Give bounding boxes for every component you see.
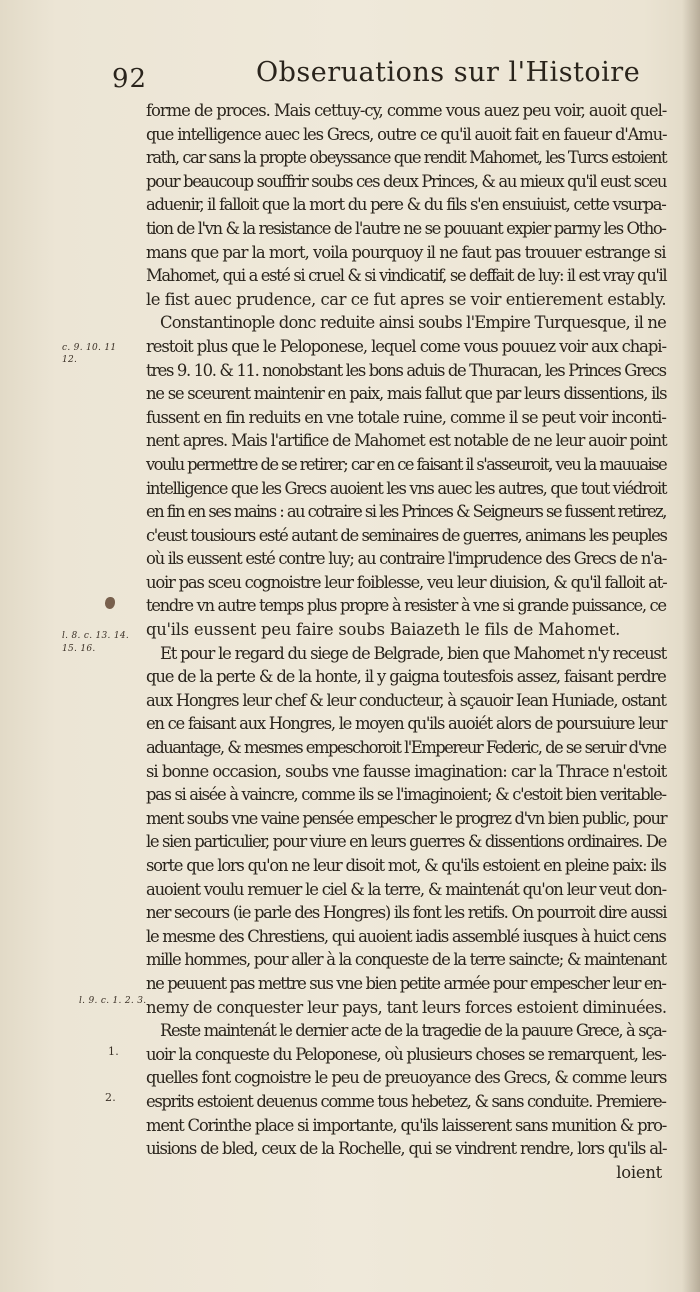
text-line: que de la perte & de la honte, il y gaigna toutesfois assez, faisant perdre — [146, 667, 666, 687]
text-line: ment Corinthe place si importante, qu'ils laisserent sans munition & pro- — [146, 1115, 667, 1135]
text-line: fussent en fin reduits en vne totale ruine, comme il se peut voir inconti- — [146, 407, 666, 427]
catchword: loient — [616, 1162, 662, 1182]
text-line: intelligence que les Grecs auoient les vns auec les autres, que tout viédroit — [146, 478, 667, 498]
text-line: mille hommes, pour aller à la conqueste de la terre saincte; & maintenant — [146, 950, 666, 970]
margin-note: 12. — [62, 355, 78, 365]
body-text — [146, 99, 666, 1184]
page-number: 92 — [112, 64, 148, 94]
text-line: Constantinople donc reduite ainsi soubs l'Empire Turquesque, il ne — [160, 313, 667, 333]
text-line: restoit plus que le Peloponese, lequel come vous pouuez voir aux chapi- — [146, 336, 666, 356]
text-line: nent apres. Mais l'artifice de Mahomet est notable de ne leur auoir point — [146, 431, 667, 451]
margin-note: c. 9. 10. 11 — [62, 343, 117, 353]
text-line: où ils eussent esté contre luy; au contraire l'imprudence des Grecs de n'a- — [146, 549, 667, 569]
text-line: ner secours (ie parle des Hongres) ils font les retifs. On pourroit dire aussi — [146, 903, 667, 923]
text-line: uoir pas sceu cognoistre leur foiblesse, veu leur diuision, & qu'il falloit at- — [146, 572, 667, 592]
margin-note: l. 8. c. 13. 14. — [62, 631, 130, 641]
text-line: sorte que lors qu'on ne leur disoit mot, & qu'ils estoient en pleine paix: ils — [146, 856, 666, 875]
text-line: que intelligence auec les Grecs, outre ce qu'il auoit fait en faueur d'Amu- — [146, 124, 667, 144]
margin-note: 2. — [105, 1091, 117, 1104]
text-line: uoir la conqueste du Peloponese, où plusieurs choses se remarquent, les- — [146, 1044, 666, 1064]
text-line: tres 9. 10. & 11. nonobstant les bons aduis de Thuracan, les Princes Grecs — [146, 360, 666, 380]
text-line: qu'ils eussent peu faire soubs Baiazeth le fils de Mahomet. — [146, 620, 621, 640]
text-line: c'eust tousiours esté autant de seminaires de guerres, animans les peuples — [146, 525, 667, 545]
margin-note: l. 9. c. 1. 2. 3. — [79, 996, 147, 1006]
text-line: tendre vn autre temps plus propre à resister à vne si grande puissance, ce — [146, 596, 666, 616]
text-line: si bonne occasion, soubs vne fausse imagination: car la Thrace n'estoit — [146, 761, 667, 781]
text-line: ne se sceurent maintenir en paix, mais fallut que par leurs dissentions, ils — [146, 384, 667, 404]
text-line: ment soubs vne vaine pensée empescher le progrez d'vn bien public, pour — [146, 808, 667, 828]
margin-note: 1. — [108, 1045, 120, 1058]
text-line: en fin en ses mains : au cotraire si les Princes & Seigneurs se fussent retirez, — [146, 502, 666, 522]
text-line: auoient voulu remuer le ciel & la terre, & maintenát qu'on leur veut don- — [146, 879, 666, 899]
text-line: quelles font cognoistre le peu de preuoyance des Grecs, & comme leurs — [146, 1068, 667, 1088]
text-line: nemy de conquester leur pays, tant leurs forces estoient diminuées. — [146, 997, 667, 1017]
page-gutter-shadow — [682, 0, 700, 1292]
text-line: aduantage, & mesmes empeschoroit l'Empereur Federic, de se seruir d'vne — [146, 738, 666, 758]
margin-notes — [0, 0, 147, 1292]
margin-note: 15. 16. — [62, 644, 96, 654]
text-line: le mesme des Chrestiens, qui auoient iadis assemblé iusques à huict cens — [146, 926, 666, 946]
text-line: uisions de bled, ceux de la Rochelle, qui se vindrent rendre, lors qu'ils al- — [146, 1139, 667, 1159]
text-line: Mahomet, qui a esté si cruel & si vindicatif, se deffait de luy: il est vray qu'il — [146, 266, 667, 286]
text-line: aduenir, il falloit que la mort du pere & du fils s'en ensuiuist, cette vsurpa- — [146, 195, 666, 215]
text-line: Et pour le regard du siege de Belgrade, bien que Mahomet n'y receust — [160, 643, 667, 663]
text-line: esprits estoient deuenus comme tous hebetez, & sans conduite. Premiere- — [146, 1091, 666, 1111]
text-line: mans que par la mort, voila pourquoy il ne faut pas trouuer estrange si — [146, 242, 666, 262]
text-line: rath, car sans la propte obeyssance que rendit Mahomet, les Turcs estoient — [146, 148, 667, 168]
text-line: en ce faisant aux Hongres, le moyen qu'ils auoiét alors de poursuiure leur — [146, 714, 667, 734]
text-line: Reste maintenát le dernier acte de la tragedie de la pauure Grece, à sça- — [160, 1021, 666, 1041]
running-title: Obseruations sur l'Histoire — [256, 57, 641, 88]
text-line: forme de proces. Mais cettuy-cy, comme vous auez peu voir, auoit quel- — [146, 101, 667, 120]
text-line: tion de l'vn & la resistance de l'autre ne se pouuant expier parmy les Otho- — [146, 218, 666, 238]
text-line: le sien particulier, pour viure en leurs guerres & dissentions ordinaires. De — [146, 832, 666, 852]
text-line: pour beaucoup souffrir soubs ces deux Princes, & au mieux qu'il eust sceu — [146, 171, 667, 191]
text-line: voulu permettre de se retirer; car en ce faisant il s'asseuroit, veu la mauuaise — [146, 454, 667, 474]
text-line: ne peuuent pas mettre sus vne bien petite armée pour empescher leur en- — [146, 973, 666, 993]
text-line: pas si aisée à vaincre, comme ils se l'imaginoient; & c'estoit bien veritable- — [146, 785, 666, 805]
text-line: aux Hongres leur chef & leur conducteur, à sçauoir Iean Huniade, ostant — [146, 690, 666, 710]
text-line: le fist auec prudence, car ce fut apres se voir entierement estably. — [146, 289, 667, 309]
